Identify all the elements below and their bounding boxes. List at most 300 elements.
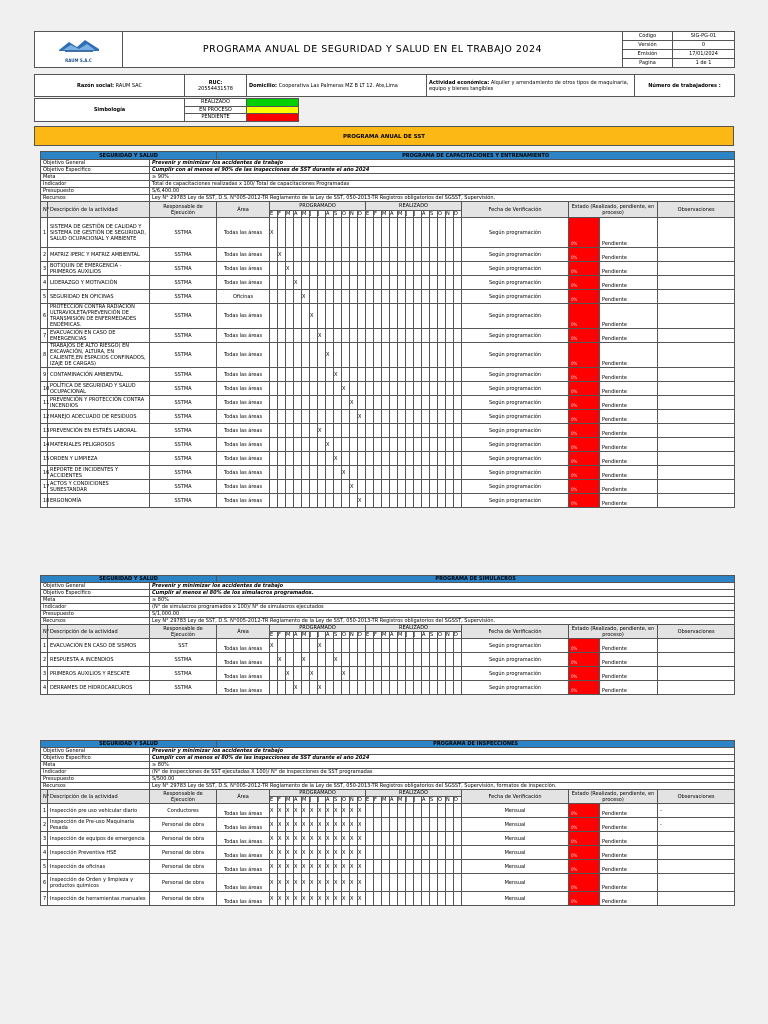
fecha-verificacion: Según programación [462,494,569,508]
realizado-cell [414,262,422,276]
row-number: 16 [41,466,48,480]
programado-cell [286,466,294,480]
recursos-label: Recursos [41,783,150,790]
estado-status: Pendiente [600,804,658,818]
month-header: A [326,211,334,218]
estado-percent: 0% [569,410,600,424]
fecha-verificacion: Según programación [462,424,569,438]
realizado-cell [390,681,398,695]
programado-cell [334,494,342,508]
realizado-cell [398,218,406,248]
realizado-cell [366,452,374,466]
programado-mark: X [342,846,350,860]
month-header: N [446,797,454,804]
realizado-cell [398,382,406,396]
section-capacitaciones [40,151,734,508]
estado-percent: 0% [569,480,600,494]
realizado-cell [390,396,398,410]
programado-cell [334,290,342,304]
estado-percent: 0% [569,452,600,466]
realizado-cell [438,452,446,466]
fecha-verificacion: Según programación [462,290,569,304]
realizado-cell [414,818,422,832]
realizado-cell [430,874,438,892]
estado-percent: 0% [569,494,600,508]
programado-cell [310,343,318,368]
programado-mark: X [334,846,342,860]
programado-cell [270,438,278,452]
programado-cell [358,653,366,667]
month-header: M [286,797,294,804]
col-responsable: Responsable de Ejecución [150,202,217,218]
realizado-cell [438,368,446,382]
programado-cell [350,218,358,248]
programado-mark: X [294,804,302,818]
area: Todas las áreas [217,304,270,329]
realizado-cell [454,276,462,290]
realizado-cell [374,466,382,480]
realizado-cell [422,410,430,424]
programado-mark: X [278,874,286,892]
area: Todas las áreas [217,452,270,466]
fecha-verificacion: Según programación [462,667,569,681]
area: Todas las áreas [217,410,270,424]
realizado-cell [438,276,446,290]
row-number: 1 [41,639,48,653]
realizado-cell [446,304,454,329]
realizado-cell [430,818,438,832]
activity-description: ACTOS Y CONDICIONES SUBESTANDAR [48,480,150,494]
realizado-cell [406,804,414,818]
realizado-cell [390,329,398,343]
programado-cell [318,667,326,681]
programado-cell [318,382,326,396]
realizado-cell [390,438,398,452]
realizado-cell [454,218,462,248]
realizado-cell [446,382,454,396]
programado-cell [358,452,366,466]
programado-mark: X [358,874,366,892]
responsable: SSTMA [150,410,217,424]
programado-cell [302,329,310,343]
programado-cell [350,343,358,368]
ruc-value: 20554431578 [198,85,233,92]
programado-cell [278,480,286,494]
realizado-cell [438,248,446,262]
realizado-cell [446,639,454,653]
realizado-cell [438,262,446,276]
doc-field-value: 17/01/2024 [673,50,735,59]
programado-cell [334,382,342,396]
indicador-label: Indicador [41,181,150,188]
estado-status: Pendiente [600,653,658,667]
realizado-cell [454,466,462,480]
programado-mark: X [334,892,342,906]
programado-mark: X [326,832,334,846]
programado-cell [342,452,350,466]
programado-cell [310,290,318,304]
month-header: F [278,211,286,218]
activity-description: REPORTE DE INCIDENTES Y ACCIDENTES [48,466,150,480]
month-header: F [278,797,286,804]
month-header: A [326,632,334,639]
domicilio-value: Cooperativa Las Palmeras MZ B LT 12. Ate,Lima [278,82,398,89]
observaciones [658,410,735,424]
realizado-cell [422,262,430,276]
activity-description: CONTAMINACIÓN AMBIENTAL [48,368,150,382]
realizado-cell [454,343,462,368]
programado-cell [326,262,334,276]
col-programado: PROGRAMADO [270,625,366,632]
programado-cell [326,276,334,290]
programado-cell [286,396,294,410]
realizado-cell [454,846,462,860]
month-header: M [286,632,294,639]
programado-mark: X [342,804,350,818]
doc-field-value: SIG-PG-01 [673,32,735,41]
realizado-cell [382,846,390,860]
estado-status: Pendiente [600,248,658,262]
programado-cell [310,218,318,248]
programado-cell [350,248,358,262]
realizado-cell [406,396,414,410]
activity-row [41,218,735,248]
realizado-cell [382,343,390,368]
estado-status: Pendiente [600,290,658,304]
programado-cell [278,396,286,410]
programado-cell [326,466,334,480]
estado-status: Pendiente [600,410,658,424]
realizado-cell [390,846,398,860]
razon-label: Razón social: [77,82,115,89]
realizado-cell [390,832,398,846]
realizado-cell [398,329,406,343]
realizado-cell [414,639,422,653]
estado-status: Pendiente [600,667,658,681]
programado-cell [342,276,350,290]
programado-cell [286,494,294,508]
row-number: 2 [41,653,48,667]
programado-mark: X [334,860,342,874]
realizado-cell [454,396,462,410]
realizado-cell [438,396,446,410]
col-responsable: Responsable de Ejecución [150,790,217,804]
realizado-cell [414,382,422,396]
programado-cell [278,410,286,424]
programado-cell [278,382,286,396]
legend-en-proceso-label: EN PROCESO [185,106,247,114]
realizado-cell [454,804,462,818]
month-header: J [310,211,318,218]
meta-value: ≥ 90% [150,174,735,181]
programado-cell [294,653,302,667]
realizado-cell [438,494,446,508]
realizado-cell [366,818,374,832]
estado-percent: 0% [569,846,600,860]
activity-description: Inspección de Orden y limpieza y productos químicos [48,874,150,892]
programado-mark: X [358,846,366,860]
estado-percent: 0% [569,382,600,396]
realizado-cell [446,874,454,892]
doc-field-label: Emisión [623,50,673,59]
doc-field-label: Código [623,32,673,41]
programado-cell [310,653,318,667]
row-number: 11 [41,396,48,410]
realizado-cell [374,438,382,452]
seg-salud-header: SEGURIDAD Y SALUD [41,741,217,748]
programado-mark: X [326,846,334,860]
activity-description: BOTIQUIN DE EMERGENCIA -PRIMEROS AUXILIOS [48,262,150,276]
recursos-label: Recursos [41,618,150,625]
realizado-cell [374,262,382,276]
objetivo-general-label: Objetivo General [41,583,150,590]
realizado-cell [414,368,422,382]
realizado-cell [390,804,398,818]
row-number: 3 [41,262,48,276]
realizado-cell [454,681,462,695]
realizado-cell [454,382,462,396]
realizado-cell [438,424,446,438]
programado-cell [278,276,286,290]
realizado-cell [406,304,414,329]
programado-cell [342,681,350,695]
col-programado: PROGRAMADO [270,790,366,797]
fecha-verificacion: Según programación [462,653,569,667]
month-header: D [358,632,366,639]
programado-cell [278,452,286,466]
realizado-cell [430,290,438,304]
programado-cell [302,262,310,276]
estado-status: Pendiente [600,846,658,860]
realizado-cell [438,860,446,874]
programado-mark: X [310,667,318,681]
programado-cell [334,343,342,368]
realizado-cell [382,304,390,329]
programado-mark: X [318,329,326,343]
responsable: SSTMA [150,452,217,466]
realizado-cell [446,892,454,906]
area: Todas las áreas [217,218,270,248]
month-header: D [454,797,462,804]
realizado-cell [438,438,446,452]
programado-mark: X [318,860,326,874]
programado-cell [286,290,294,304]
programado-cell [358,639,366,653]
activity-row [41,262,735,276]
realizado-cell [430,438,438,452]
programado-cell [294,290,302,304]
programado-cell [286,452,294,466]
realizado-cell [366,368,374,382]
area: Todas las áreas [217,846,270,860]
programado-cell [334,248,342,262]
programado-cell [334,424,342,438]
programado-cell [334,438,342,452]
realizado-cell [446,410,454,424]
programado-cell [310,382,318,396]
estado-status: Pendiente [600,396,658,410]
fecha-verificacion: Según programación [462,248,569,262]
realizado-cell [366,494,374,508]
estado-status: Pendiente [600,382,658,396]
programado-cell [270,368,278,382]
realizado-cell [398,290,406,304]
programado-cell [342,329,350,343]
realizado-cell [438,681,446,695]
meta-label: Meta [41,174,150,181]
document-title: PROGRAMA ANUAL DE SEGURIDAD Y SALUD EN EL TRABAJO 2024 [123,32,623,68]
activity-description: SISTEMA DE GESTIÓN DE CALIDAD Y SISTEMA DE GESTIÓN DE SEGURIDAD, SALUD OCUPACIONAL Y AMBIENTE [48,218,150,248]
programado-cell [358,248,366,262]
month-header: J [318,797,326,804]
programado-cell [294,218,302,248]
activity-description: Inspección de Pre-uso Maquinaria Pesada [48,818,150,832]
fecha-verificacion: Según programación [462,396,569,410]
activity-description: EVACUACIÓN EN CASO DE EMERGENCIAS [48,329,150,343]
realizado-cell [366,892,374,906]
realizado-cell [446,466,454,480]
realizado-cell [438,639,446,653]
realizado-cell [422,343,430,368]
programado-mark: X [358,832,366,846]
month-header: A [294,211,302,218]
programado-cell [358,329,366,343]
programado-mark: X [286,846,294,860]
programado-cell [350,368,358,382]
realizado-cell [366,832,374,846]
realizado-cell [422,667,430,681]
activity-row [41,653,735,667]
month-header: D [358,797,366,804]
estado-percent: 0% [569,832,600,846]
programado-mark: X [286,874,294,892]
month-header: S [430,632,438,639]
observaciones [658,248,735,262]
realizado-cell [406,480,414,494]
programado-cell [350,262,358,276]
realizado-cell [374,329,382,343]
estado-percent: 0% [569,874,600,892]
programado-cell [270,329,278,343]
estado-percent: 0% [569,276,600,290]
realizado-cell [430,832,438,846]
realizado-cell [438,804,446,818]
programado-mark: X [326,818,334,832]
realizado-cell [390,874,398,892]
realizado-cell [414,860,422,874]
presupuesto-value: S/6,400.00 [150,188,735,195]
programado-mark: X [294,276,302,290]
programado-cell [278,304,286,329]
objetivo-especifico-value: Cumplir al menos el 80% de los simulacros programados. [150,590,735,597]
month-header: S [334,211,342,218]
realizado-cell [446,818,454,832]
programado-cell [358,368,366,382]
programado-mark: X [334,832,342,846]
realizado-cell [454,438,462,452]
responsable: Personal de obra [150,874,217,892]
row-number: 3 [41,832,48,846]
fecha-verificacion: Mensual [462,846,569,860]
responsable: SSTMA [150,653,217,667]
area: Todas las áreas [217,494,270,508]
programado-cell [286,424,294,438]
row-number: 12 [41,410,48,424]
activity-description: ERGONOMÍA [48,494,150,508]
realizado-cell [398,892,406,906]
programado-mark: X [342,667,350,681]
realizado-cell [438,466,446,480]
realizado-cell [430,396,438,410]
realizado-cell [382,410,390,424]
realizado-cell [430,382,438,396]
programado-mark: X [302,892,310,906]
programado-mark: X [350,818,358,832]
programado-mark: X [326,892,334,906]
legend-pendiente-swatch [247,114,299,122]
programado-cell [342,248,350,262]
programado-cell [326,290,334,304]
estado-percent: 0% [569,667,600,681]
realizado-cell [366,218,374,248]
col-realizado: REALIZADO [366,790,462,797]
month-header: J [414,797,422,804]
programado-cell [358,681,366,695]
realizado-cell [406,653,414,667]
realizado-cell [366,290,374,304]
realizado-cell [422,892,430,906]
realizado-cell [382,290,390,304]
programado-mark: X [358,892,366,906]
programado-cell [270,681,278,695]
realizado-cell [398,466,406,480]
realizado-cell [446,480,454,494]
realizado-cell [446,804,454,818]
programado-mark: X [286,818,294,832]
programado-cell [326,368,334,382]
row-number: 9 [41,368,48,382]
realizado-cell [438,382,446,396]
realizado-cell [406,667,414,681]
objetivo-especifico-label: Objetivo Especifico [41,167,150,174]
programado-mark: X [342,466,350,480]
programado-mark: X [278,892,286,906]
programado-cell [310,396,318,410]
estado-status: Pendiente [600,218,658,248]
activity-row [41,368,735,382]
realizado-cell [406,382,414,396]
month-header: N [350,797,358,804]
realizado-cell [390,276,398,290]
realizado-cell [430,424,438,438]
programado-cell [270,276,278,290]
programado-cell [270,667,278,681]
realizado-cell [406,248,414,262]
realizado-cell [446,290,454,304]
responsable: SSTMA [150,290,217,304]
observaciones [658,466,735,480]
realizado-cell [430,218,438,248]
programado-cell [318,343,326,368]
programado-cell [294,396,302,410]
realizado-cell [446,832,454,846]
realizado-cell [382,248,390,262]
indicador-value: Total de capacitaciones realizadas x 100/ Total de capacitaciones Programadas [150,181,735,188]
month-header: D [454,632,462,639]
observaciones [658,396,735,410]
programado-cell [334,410,342,424]
estado-status: Pendiente [600,329,658,343]
